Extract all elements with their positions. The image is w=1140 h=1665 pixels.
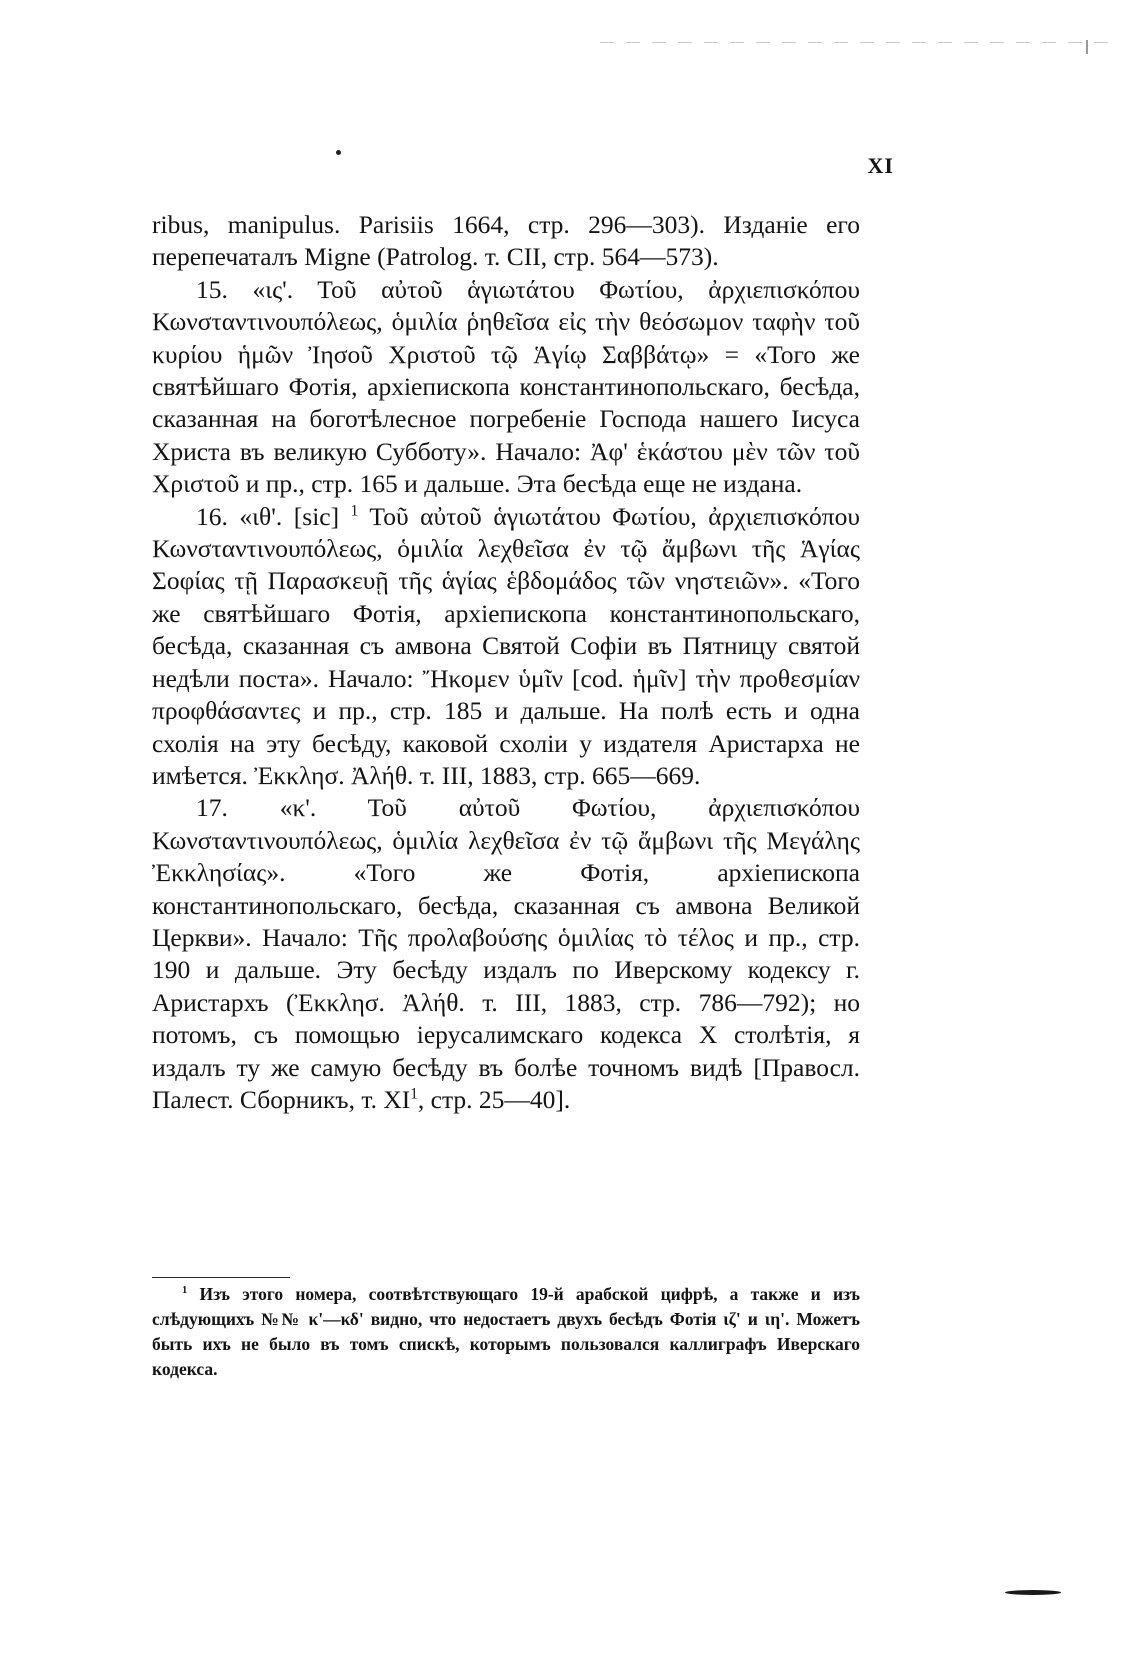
paragraph-item-17-tail: , стр. 25—40]. bbox=[417, 1084, 571, 1114]
footnote-divider bbox=[152, 1277, 290, 1278]
paragraph-item-17 bbox=[152, 792, 860, 1116]
footnote bbox=[152, 1282, 860, 1382]
main-text-body bbox=[152, 209, 860, 1116]
footnote-reference: 1 bbox=[350, 502, 359, 520]
paragraph-continuation: ribus, manipulus. Parisiis 1664, стр. 296—303). Изданiе его перепечаталъ Migne (Patrolog. т. CII, стр. 564—573). bbox=[152, 210, 860, 272]
paragraph-item-16-body: Τοῦ αὐτοῦ ἁγιωτάτου Φωτίου, ἀρχιεπισκόπου Κωνσταντινουπόλεως, ὁμιλία λεχθεῖσα ἐν τῷ ἄμβωνι τῆς Ἁγίας Σοφίας τῇ Παρασκευῇ τῆς ἁγίας ἑβδομάδος τῶν νηστειῶν». «Того же святѣйшаго Фотiя, архiепископа константинопольскаго, бесѣда, сказанная съ амвона Святой Софiи въ Пятницу святой недѣли поста». Начало: Ἤκομεν ὑμῖν [cod. ἡμῖν] τὴν προθεσμίαν προφθάσαντες и пр., стр. 185 и дальше. На полѣ есть и одна схолiя на эту бесѣду, каковой схолiи у издателя Аристарха не имѣется. Ἐκκλησ. Ἀλήθ. т. III, 1883, стр. 665—669. bbox=[152, 501, 861, 790]
paragraph-item-16-lead: 16. «ιθ'. [sic] bbox=[196, 501, 351, 531]
footnote-marker: 1 bbox=[182, 1285, 188, 1297]
margin-ink-mark bbox=[1005, 1590, 1061, 1595]
footnote-text: Изъ этого номера, соотвѣтствующаго 19-й арабской цифрѣ, а также и изъ слѣдующихъ №№ κ'—κδ' видно, что недостаетъ двухъ бесѣдъ Фотiя ιζ' и ιη'. Можетъ быть ихъ не было въ томъ спискѣ, которымъ пользовался каллиграфъ Иверскаго кодекса. bbox=[152, 1284, 860, 1379]
ink-dot-mark bbox=[336, 150, 341, 155]
scan-tick-artifact bbox=[1086, 40, 1088, 54]
page-number: XI bbox=[867, 153, 894, 178]
scan-edge-artifact bbox=[600, 42, 1120, 43]
paragraph-item-16 bbox=[152, 501, 860, 793]
footnote-reference: 1 bbox=[410, 1085, 418, 1103]
paragraph-item-17-body: 17. «κ'. Τοῦ αὐτοῦ Φωτίου, ἀρχιεπισκόπου Κωνσταντινουπόλεως, ὁμιλία λεχθεῖσα ἐν τῷ ἄμβωνι τῆς Μεγάλης Ἐκκλησίας». «Того же Фотiя, архiепископа константинопольскаго, бесѣда, сказанная съ амвона Великой Церкви». Начало: Τῆς προλαβούσης ὁμιλίας τὸ τέλος и пр., стр. 190 и дальше. Эту бесѣду издалъ по Иверскому кодексу г. Аристархъ (Ἐκκλησ. Ἀλήθ. т. III, 1883, стр. 786—792); но потомъ, съ помощью iерусалимскаго кодекса X столѣтiя, я издалъ ту же самую бесѣду въ болѣе точномъ видѣ [Правосл. Палест. Сборникъ, т. XI bbox=[152, 793, 860, 1114]
paragraph-item-15: 15. «ις'. Τοῦ αὐτοῦ ἁγιωτάτου Φωτίου, ἀρχιεπισκόπου Κωνσταντινουπόλεως, ὁμιλία ῥηθεῖσα εἰς τὴν θεόσωμον ταφὴν τοῦ κυρίου ἡμῶν Ἰησοῦ Χριστοῦ τῷ Ἁγίῳ Σαββάτῳ» = «Того же святѣйшаго Фотiя, архiепископа константинопольскаго, бесѣда, сказанная на боготѣлесное погребенiе Господа нашего Iисуса Христа въ великую Субботу». Начало: Ἀφ' ἑκάστου μὲν τῶν τοῦ Χριστοῦ и пр., стр. 165 и дальше. Эта бесѣда еще не издана. bbox=[152, 274, 860, 499]
